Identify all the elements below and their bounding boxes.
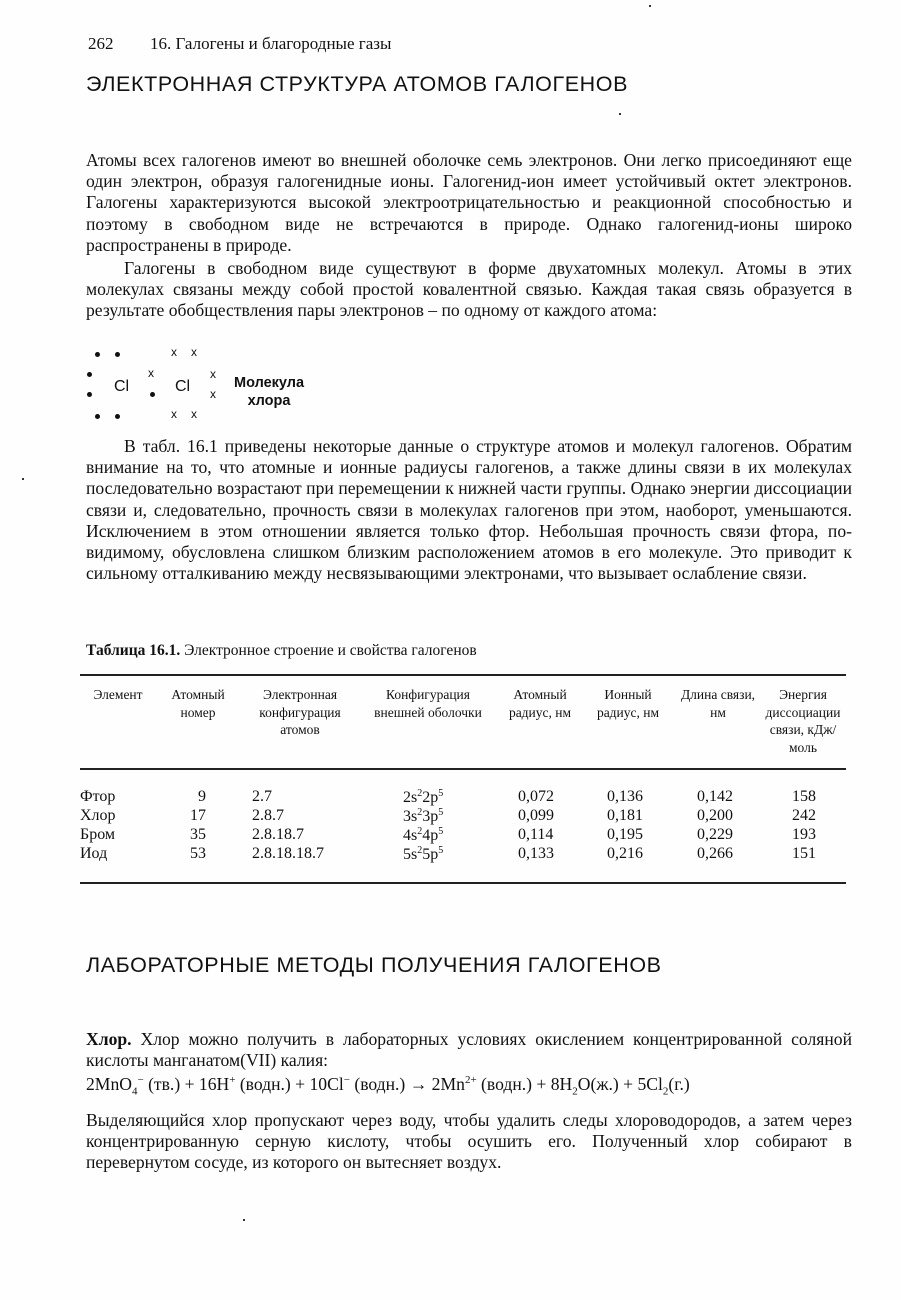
cell-atomic-number: 35 <box>190 826 206 843</box>
eq-sup: 2+ <box>464 1074 477 1087</box>
caption-line-1: Молекула <box>234 375 305 391</box>
table-label: Таблица 16.1. <box>86 642 181 659</box>
cell-outer-shell: $5s^25p^5$ <box>403 845 444 863</box>
scan-speck <box>243 1219 245 1221</box>
paragraph-after-equation: Выделяющийся хлор пропускают через воду, чтобы удалить следы хлороводородов, а затем через концентрированную серную кислоту, чтобы осушить его. Полученный хлор собирают в перевернутом сосуде, из которого он вытесняет воздух. <box>86 1110 852 1173</box>
electron-cross: x <box>210 387 216 401</box>
electron-dot <box>115 414 120 419</box>
atom-left: Cl <box>114 378 130 395</box>
n-p: 2 <box>422 789 431 806</box>
electron-cross: x <box>171 407 177 421</box>
cell-element: Фтор <box>80 788 116 805</box>
cell-atomic-radius: 0,133 <box>518 845 554 862</box>
table-row <box>80 845 846 864</box>
cell-atomic-number: 9 <box>198 788 206 805</box>
diagram-caption <box>234 374 304 410</box>
n-p: 4 <box>422 827 431 844</box>
header-atomic-radius: Атомный радиус, нм <box>508 687 572 720</box>
electron-dot <box>87 372 92 377</box>
section-heading-lab-methods: ЛАБОРАТОРНЫЕ МЕТОДЫ ПОЛУЧЕНИЯ ГАЛОГЕНОВ <box>86 953 662 977</box>
cell-ionic-radius: 0,181 <box>607 807 643 824</box>
electron-cross: x <box>148 366 154 380</box>
cell-atomic-number: 17 <box>190 807 206 824</box>
cell-element: Хлор <box>80 807 116 824</box>
n-p: 3 <box>422 808 431 825</box>
eq-sup: + <box>229 1074 236 1087</box>
header-ionic-radius: Ионный радиус, нм <box>596 687 660 720</box>
atom-right: Cl <box>175 378 191 395</box>
eq-term: 2MnO <box>86 1074 132 1094</box>
table-header-rule <box>80 768 846 770</box>
scan-speck <box>619 113 621 115</box>
eq-sub: 2 <box>572 1085 578 1098</box>
paragraph-3: В табл. 16.1 приведены некоторые данные о структуре атомов и молекул галогенов. Обратим внимание на то, что атомные и ионные радиусы галогенов, а также длины связи в их молекулах последовательно возрастают при перемещении к нижней части группы. Однако энергии диссоциации связи и, следовательно, прочность связи в молекулах галогенов при этом, наоборот, уменьшаются. Исключением в этом отношении является только фтор. Небольшая прочность связи фтора, по-видимому, обусловлена слишком близким расположением атомов в его молекуле. Это приводит к сильному отталкиванию между несвязывающими электронами, что вызывает ослабление связи. <box>86 436 852 584</box>
n-s: 3 <box>403 808 411 825</box>
cell-atomic-number: 53 <box>190 845 206 862</box>
cell-electron-config: 2.8.18.7 <box>252 826 304 843</box>
scan-speck <box>649 5 651 7</box>
n-p: 5 <box>422 846 431 863</box>
cell-outer-shell: $3s^23p^5$ <box>403 807 444 825</box>
header-outer-shell: Конфигурация внешней оболочки <box>374 687 482 720</box>
section-heading-electronic-structure: ЭЛЕКТРОННАЯ СТРУКТУРА АТОМОВ ГАЛОГЕНОВ <box>86 72 629 96</box>
n-s: 2 <box>403 789 411 806</box>
eq-term: O(ж.) + 5Cl <box>577 1074 663 1094</box>
chlorine-text: Хлор можно получить в лабораторных условиях окислением концентрированной соляной кислоты манганатом(VII) калия: <box>86 1029 852 1071</box>
eq-term: (тв.) + 16H <box>143 1074 230 1094</box>
eq-sub: 2 <box>662 1085 669 1098</box>
n-s: 5 <box>403 846 411 863</box>
table-body <box>80 788 846 864</box>
lewis-diagram-chlorine <box>86 342 366 427</box>
cell-electron-config: 2.7 <box>252 788 272 805</box>
electron-dot <box>150 392 155 397</box>
electron-cross: x <box>171 345 177 359</box>
electron-dot <box>95 414 100 419</box>
electron-cross: x <box>191 345 197 359</box>
eq-sup: − <box>137 1074 144 1087</box>
eq-sup: − <box>343 1074 350 1087</box>
cell-bond-length: 0,266 <box>697 845 733 862</box>
eq-term: (г.) <box>668 1074 690 1094</box>
cell-bond-length: 0,200 <box>697 807 733 824</box>
header-electron-config: Электронная конфигурация атомов <box>259 687 341 737</box>
caption-line-2: хлора <box>247 393 291 409</box>
chapter-title: 16. Галогены и благородные газы <box>150 34 392 53</box>
cell-element: Иод <box>80 845 108 862</box>
scan-speck <box>22 478 24 480</box>
cell-bond-length: 0,142 <box>697 788 733 805</box>
cell-ionic-radius: 0,136 <box>607 788 643 805</box>
table-top-rule <box>80 674 846 676</box>
electron-cross: x <box>210 367 216 381</box>
table-caption <box>86 642 477 660</box>
electron-dot <box>115 352 120 357</box>
table-row <box>80 826 846 845</box>
cell-atomic-radius: 0,072 <box>518 788 554 805</box>
cell-dissociation-energy: 158 <box>792 788 816 805</box>
cell-ionic-radius: 0,216 <box>607 845 643 862</box>
header-bond-length: Длина связи, нм <box>680 687 756 720</box>
cell-outer-shell: $4s^24p^5$ <box>403 826 444 844</box>
cell-atomic-radius: 0,114 <box>518 826 554 843</box>
paragraph-2: Галогены в свободном виде существуют в форме двухатомных молекул. Атомы в этих молекулах связаны между собой простой ковалентной связью. Каждая такая связь образуется в результате обобществления пары электронов – по одному от каждого атома: <box>86 258 852 321</box>
table-row <box>80 788 846 807</box>
header-atomic-number: Атомный номер <box>171 687 225 720</box>
cell-dissociation-energy: 193 <box>792 826 816 843</box>
chemical-equation <box>86 1074 690 1098</box>
paragraph-chlorine <box>86 1029 852 1071</box>
page-number: 262 <box>88 34 114 53</box>
cell-element: Бром <box>80 826 116 843</box>
header-element: Элемент <box>93 687 143 702</box>
cell-bond-length: 0,229 <box>697 826 733 843</box>
electron-dot <box>87 392 92 397</box>
cell-electron-config: 2.8.18.18.7 <box>252 845 324 862</box>
cell-dissociation-energy: 242 <box>792 807 816 824</box>
running-header <box>88 34 391 54</box>
eq-term: (водн.) + 8H <box>476 1074 573 1094</box>
electron-cross: x <box>191 407 197 421</box>
cell-dissociation-energy: 151 <box>792 845 816 862</box>
eq-sub: 4 <box>131 1085 138 1098</box>
cell-outer-shell: $2s^22p^5$ <box>403 788 444 806</box>
n-s: 4 <box>403 827 411 844</box>
paragraph-1: Атомы всех галогенов имеют во внешней оболочке семь электронов. Они легко присоединяют еще один электрон, образуя галогенидные ионы. Галогенид-ион имеет устойчивый октет электронов. Галогены характеризуются высокой электроотрицательностью и реакционной способностью и поэтому в свободном виде не встречаются в природе. Однако галогенид-ионы широко распространены в природе. <box>86 150 852 255</box>
table-row <box>80 807 846 826</box>
header-dissociation-energy: Энергия диссоциации связи, кДж/моль <box>765 687 841 755</box>
table-bottom-rule <box>80 882 846 884</box>
cell-electron-config: 2.8.7 <box>252 807 284 824</box>
eq-term: (водн.) → 2Mn <box>349 1074 465 1094</box>
cell-atomic-radius: 0,099 <box>518 807 554 824</box>
eq-term: (водн.) + 10Cl <box>235 1074 344 1094</box>
chlorine-label: Хлор. <box>86 1029 132 1049</box>
table-caption-text: Электронное строение и свойства галогенов <box>180 642 477 659</box>
cell-ionic-radius: 0,195 <box>607 826 643 843</box>
electron-dot <box>95 352 100 357</box>
